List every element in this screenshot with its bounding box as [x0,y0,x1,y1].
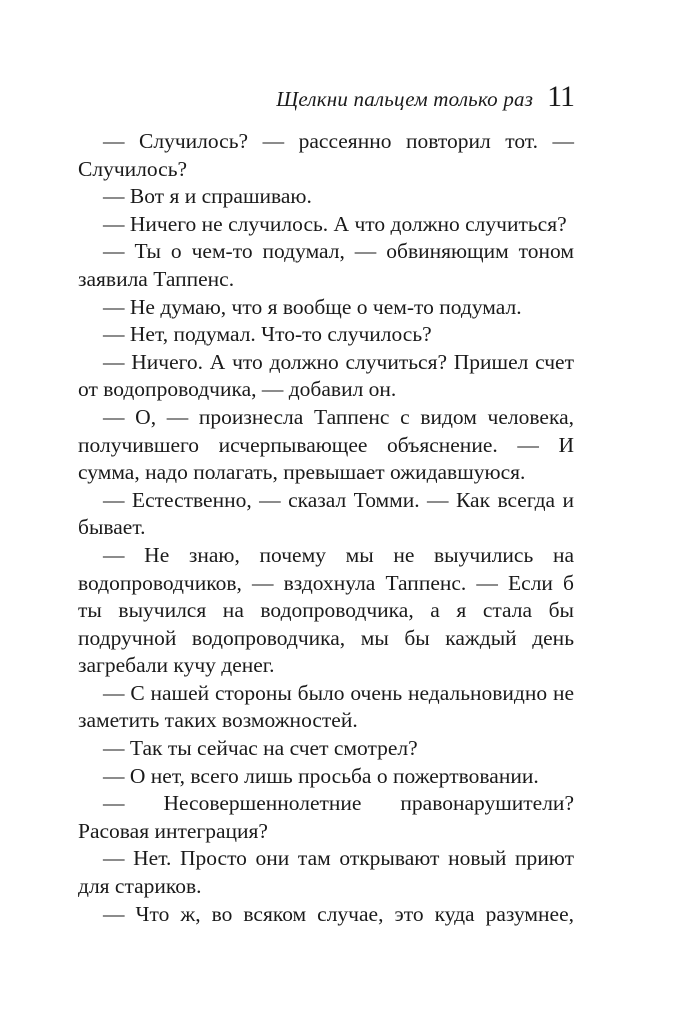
paragraph: — Так ты сейчас на счет смотрел? [103,736,418,761]
paragraph: — Вот я и спрашиваю. [103,184,312,209]
paragraph: — Ничего. А что должно случиться? Пришел счет от водопроводчика, — добавил он. [78,349,574,402]
paragraph: — Ничего не случилось. А что должно случиться? [103,211,567,236]
paragraph: — Ты о чем-то подумал, — обвиняющим тоном заявила Таппенс. [78,239,574,291]
paragraph: — Случилось? — рассеянно повторил тот. — Случилось? [78,129,574,181]
running-head [78,80,574,120]
page-number: 11 [547,80,574,113]
paragraph: — Нет, подумал. Что-то случилось? [103,322,432,347]
paragraph: — Нет. Просто они там открывают новый приют для стариков. [78,846,574,899]
paragraph: — Что ж, во всяком случае, это куда разумнее, [103,901,574,926]
paragraph: — Не знаю, почему мы не выучились на водопроводчиков, — вздохнула Таппенс. — Если б ты выучился на водопроводчика, а я стала бы подручной водопроводчика, мы бы каждый день загребали кучу денег. [78,542,574,678]
paragraph: — Несовершеннолетние правонарушители? Расовая интеграция? [78,791,574,843]
paragraph: — О нет, всего лишь просьба о пожертвовании. [103,763,539,788]
body-text [78,128,574,928]
running-title: Щелкни пальцем только раз [276,87,534,111]
paragraph: — Естественно, — сказал Томми. — Как всегда и бывает. [78,487,574,540]
paragraph: — О, — произнесла Таппенс с видом человека, получившего исчерпывающее объяснение. — И сумма, надо полагать, превышает ожидавшуюся. [78,404,574,485]
paragraph: — С нашей стороны было очень недальновидно не заметить таких возможностей. [78,680,574,733]
paragraph: — Не думаю, что я вообще о чем-то подумал. [103,294,522,319]
